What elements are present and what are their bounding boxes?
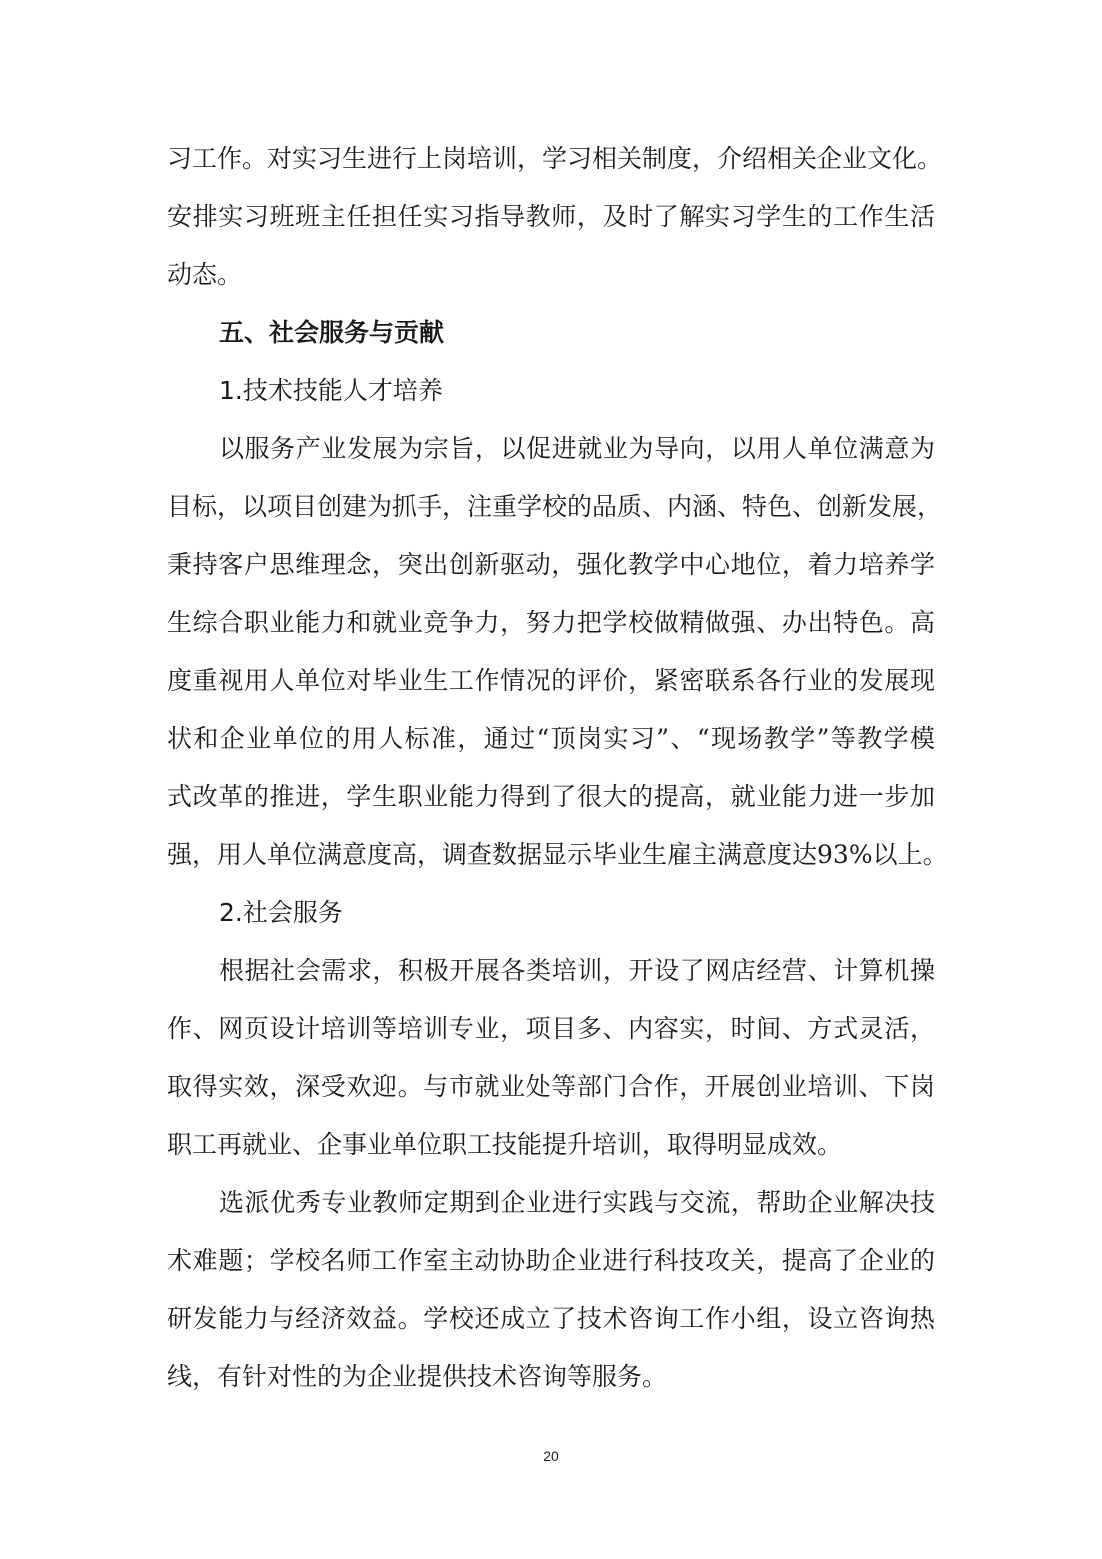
sub1-line-1: 以服务产业发展为宗旨，以促进就业为导向，以用人单位满意为 bbox=[219, 434, 935, 463]
sub2-p2-line-4: 线，有针对性的为企业提供技术咨询等服务。 bbox=[167, 1362, 668, 1391]
sub1-line-7: 式改革的推进，学生职业能力得到了很大的提高，就业能力进一步加 bbox=[167, 782, 935, 811]
sub2-p2-line-2: 术难题；学校名师工作室主动协助企业进行科技攻关，提高了企业的 bbox=[167, 1246, 935, 1275]
intro-line-3: 动态。 bbox=[167, 260, 243, 289]
sub2-p2-line-3: 研发能力与经济效益。学校还成立了技术咨询工作小组，设立咨询热 bbox=[167, 1304, 935, 1333]
sub1-line-4: 生综合职业能力和就业竞争力，努力把学校做精做强、办出特色。高 bbox=[167, 608, 935, 637]
sub2-p1-line-4: 职工再就业、企事业单位职工技能提升培训，取得明显成效。 bbox=[167, 1130, 843, 1159]
intro-line-1: 习工作。对实习生进行上岗培训，学习相关制度，介绍相关企业文化。 bbox=[167, 144, 943, 173]
sub1-line-2: 目标，以项目创建为抓手，注重学校的品质、内涵、特色、创新发展， bbox=[167, 492, 943, 521]
document-body bbox=[167, 130, 948, 1406]
sub2-p1-line-3: 取得实效，深受欢迎。与市就业处等部门合作，开展创业培训、下岗 bbox=[167, 1072, 935, 1101]
sub1-line-3: 秉持客户思维理念，突出创新驱动，强化教学中心地位，着力培养学 bbox=[167, 550, 935, 579]
page-number: 20 bbox=[543, 1448, 559, 1464]
sub1-line-6: 状和企业单位的用人标准，通过“顶岗实习”、“现场教学”等教学模 bbox=[167, 724, 935, 753]
sub2-p2-line-1: 选派优秀专业教师定期到企业进行实践与交流，帮助企业解决技 bbox=[219, 1188, 935, 1217]
sub2-p1-line-1: 根据社会需求，积极开展各类培训，开设了网店经营、计算机操 bbox=[219, 956, 935, 985]
sub1-line-5: 度重视用人单位对毕业生工作情况的评价，紧密联系各行业的发展现 bbox=[167, 666, 935, 695]
sub1-line-8: 强，用人单位满意度高，调查数据显示毕业生雇主满意度达93%以上。 bbox=[167, 840, 948, 869]
section-heading: 五、社会服务与贡献 bbox=[219, 318, 445, 347]
subsection-1-title: 1.技术技能人才培养 bbox=[219, 376, 443, 405]
intro-line-2: 安排实习班班主任担任实习指导教师，及时了解实习学生的工作生活 bbox=[167, 202, 935, 231]
sub2-p1-line-2: 作、网页设计培训等培训专业，项目多、内容实，时间、方式灵活， bbox=[167, 1014, 935, 1043]
subsection-2-title: 2.社会服务 bbox=[219, 898, 343, 927]
